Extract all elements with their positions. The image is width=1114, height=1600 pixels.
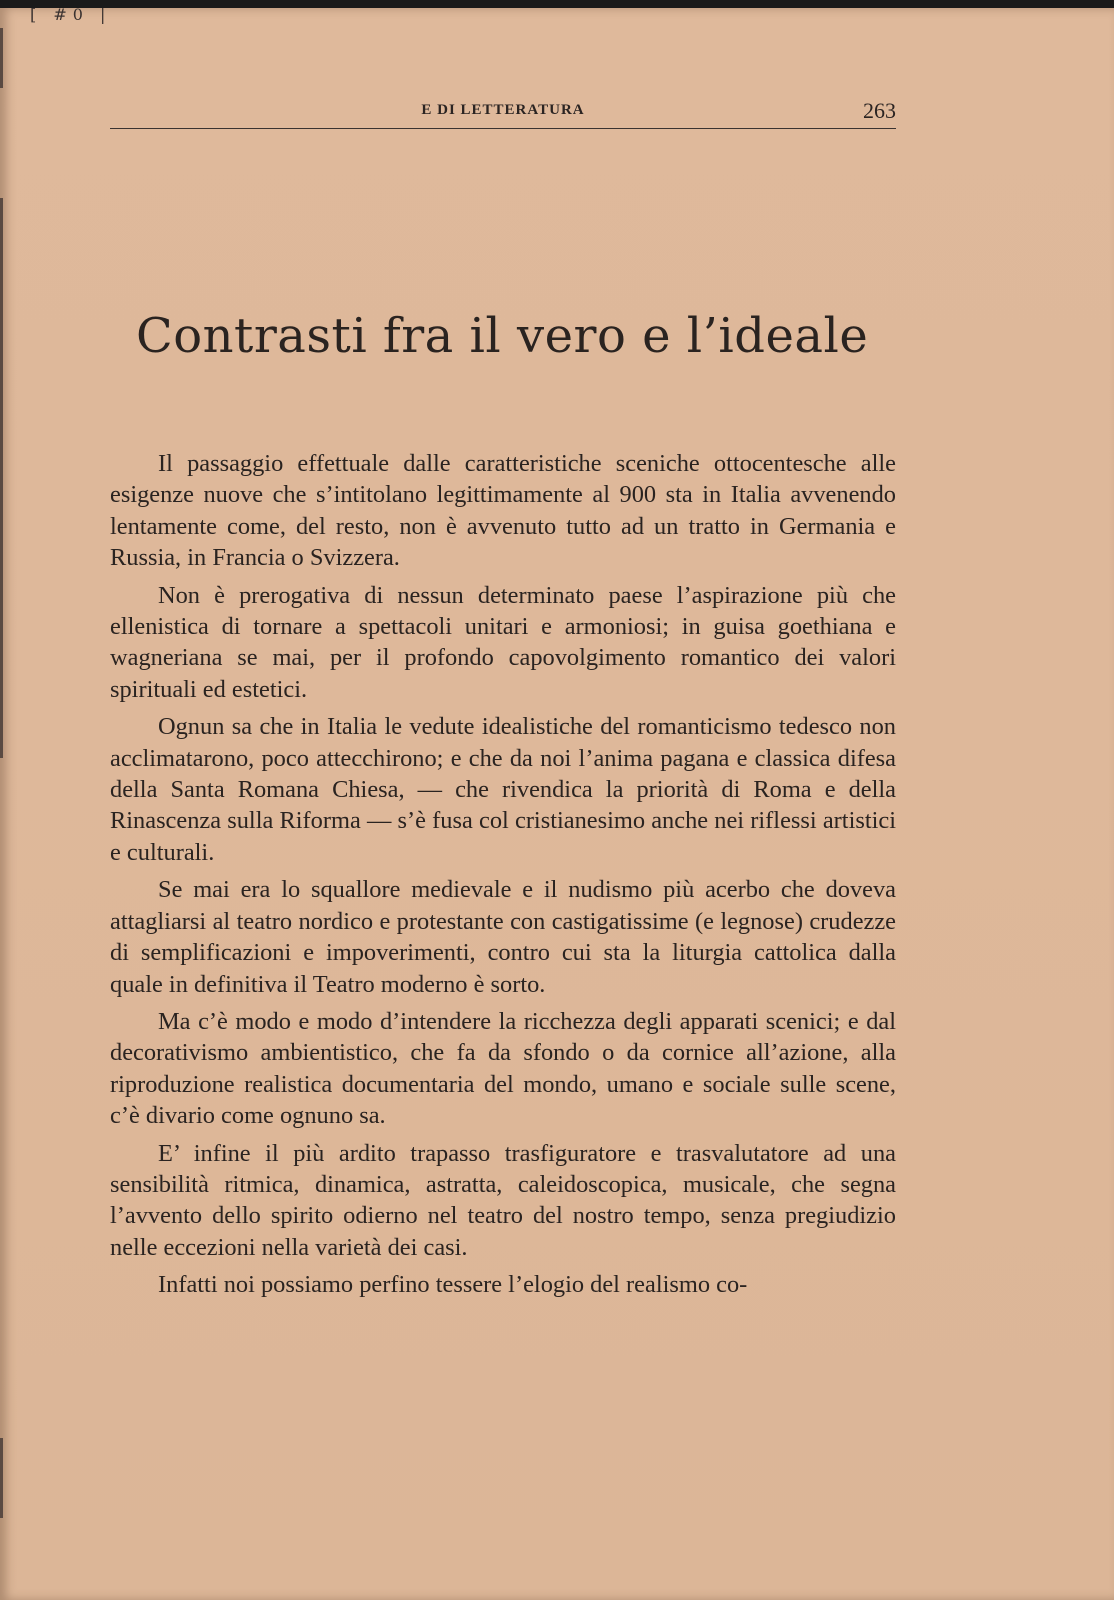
page-edge-mark: [0, 28, 3, 88]
article-body: [110, 448, 896, 1307]
article-title: Contrasti fra il vero e l’ideale: [136, 308, 869, 364]
running-header: [110, 88, 896, 129]
running-title: E DI LETTERATURA: [421, 102, 585, 118]
paragraph: E’ infine il più ardito trapasso trasfiguratore e trasvalutatore ad una sensibilità ritmica, dinamica, astratta, caleidoscopica, musicale, che segna l’avvento dello spirito odierno nel teatro del nostro tempo, senza pregiudizio nelle eccezioni nella varietà dei casi.: [110, 1139, 896, 1261]
handwritten-mark: [ #0 |: [30, 5, 112, 24]
paragraph: Il passaggio effettuale dalle caratteristiche sceniche ottocentesche alle esigenze nuove che s’intitolano legittimamente al 900 sta in Italia avvenendo lentamente come, del resto, non è avvenuto tutto ad un tratto in Germania e Russia, in Francia o Svizzera.: [110, 450, 896, 572]
page-number: 263: [863, 98, 896, 123]
page-edge-mark: [0, 1438, 3, 1518]
page-edge-mark: [0, 198, 3, 758]
paragraph: Ma c’è modo e modo d’intendere la ricchezza degli apparati scenici; e dal decorativismo ambientistico, che fa da sfondo o da cornice all’azione, alla riproduzione realistica documentaria del mondo, umano e sociale sulle scene, c’è divario come ognuno sa.: [110, 1007, 896, 1130]
book-page: [0, 5, 1114, 1600]
paragraph: Ognun sa che in Italia le vedute idealistiche del romanticismo tedesco non acclimatarono, poco attecchirono; e che da noi l’anima pagana e classica difesa della Santa Romana Chiesa, — che rivendica la priorità di Roma e della Rinascenza sulla Riforma — s’è fusa col cristianesimo anche nei riflessi artistici e culturali.: [110, 713, 896, 866]
paragraph: Infatti noi possiamo perfino tessere l’elogio del realismo co-: [158, 1271, 748, 1299]
paragraph: Non è prerogativa di nessun determinato paese l’aspirazione più che ellenistica di tornare a spettacoli unitari e armoniosi; in guisa goethiana e wagneriana se mai, per il profondo capovolgimento romantico dei valori spirituali ed estetici.: [110, 581, 896, 703]
paragraph: Se mai era lo squallore medievale e il nudismo più acerbo che doveva attagliarsi al teatro nordico e protestante con castigatissime (e legnose) crudezze di semplificazioni e impoverimenti, contro cui sta la liturgia cattolica dalla quale in definitiva il Teatro moderno è sorto.: [110, 876, 896, 998]
